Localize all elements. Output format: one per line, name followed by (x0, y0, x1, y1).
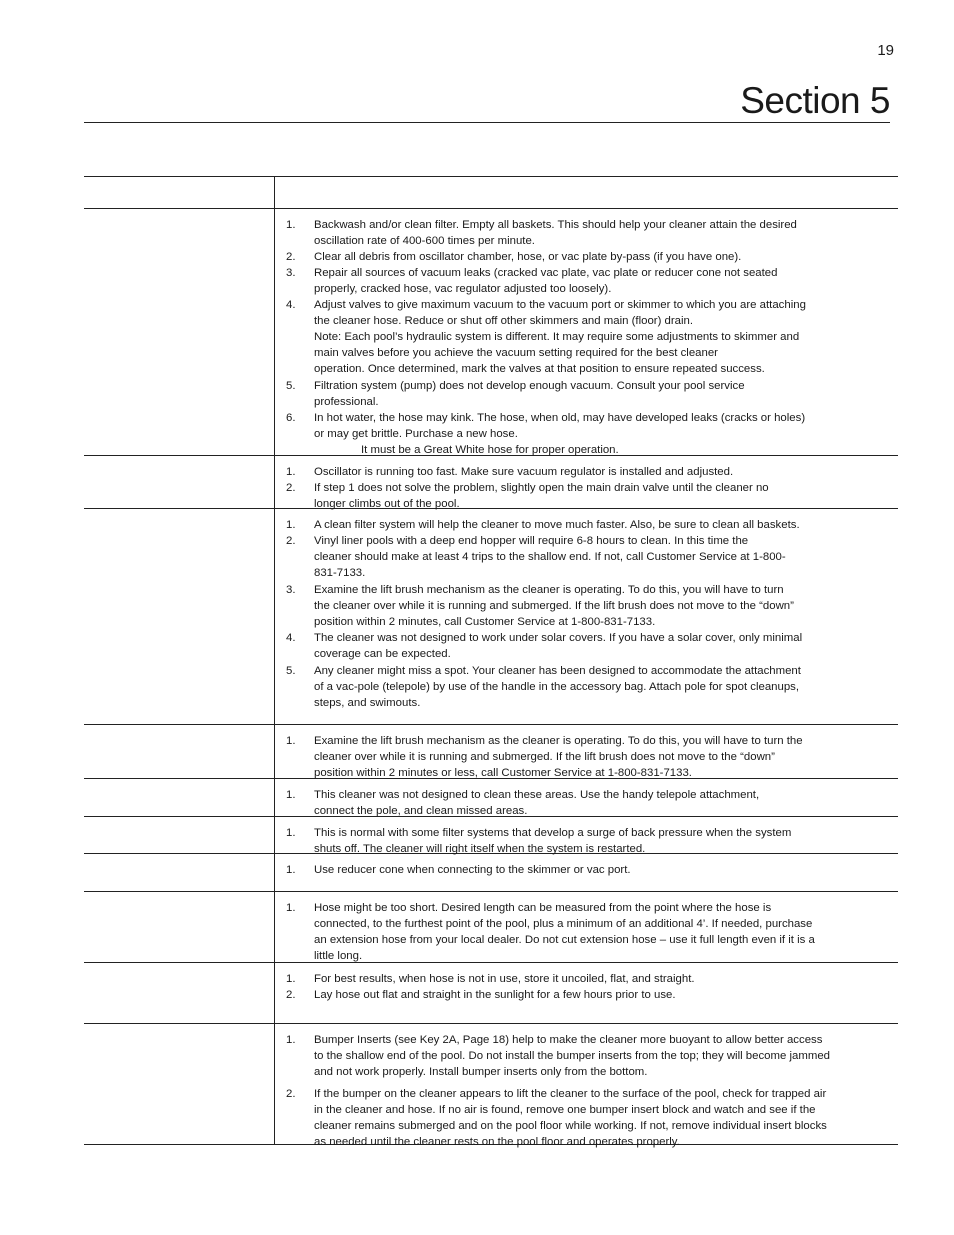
text-line: main valves before you achieve the vacuum setting required for the best cleaner (314, 347, 718, 360)
text-line: in the cleaner and hose. If no air is found, remove one bumper insert block and watch and see if the (314, 1104, 816, 1117)
text-line: Any cleaner might miss a spot. Your cleaner has been designed to accommodate the attachment (314, 665, 801, 677)
text-line: shuts off. The cleaner will right itself when the system is restarted. (314, 843, 646, 856)
text-line: If the bumper on the cleaner appears to lift the cleaner to the surface of the pool, check for trapped air (314, 1088, 827, 1100)
item-number: 1. (286, 735, 296, 747)
text-line: Note: Each pool’s hydraulic system is different. It may require some adjustments to skimmer and (314, 331, 800, 344)
item-number: 6. (286, 412, 296, 424)
text-line: cleaner over while it is running and submerged. If the lift brush does not move to the “down” (314, 751, 775, 764)
text-line: This is normal with some filter systems that develop a surge of back pressure when the system (314, 827, 792, 839)
text-line: Bumper Inserts (see Key 2A, Page 18) help to make the cleaner more buoyant to allow better access (314, 1034, 823, 1046)
item-text (314, 410, 912, 442)
column-divider (274, 963, 275, 1023)
text-line: This cleaner was not designed to clean these areas. Use the handy telepole attachment, (314, 789, 760, 801)
text-line: of a vac-pole (telepole) by use of the handle in the accessory bag. Attach pole for spot cleanups, (314, 681, 800, 694)
item-text (314, 249, 912, 265)
text-line: operation. Once determined, mark the valves at that position to ensure repeated success. (314, 363, 765, 376)
item-number: 5. (286, 380, 296, 392)
table-row (84, 209, 898, 456)
table-row (84, 963, 898, 1024)
text-line: 831-7133. (314, 567, 366, 580)
item-text (314, 971, 912, 987)
text-line: properly, cracked hose, vac regulator adjusted too loosely). (314, 283, 612, 296)
text-line: to the shallow end of the pool. Do not install the bumper inserts from the top; they will become jammed (314, 1050, 831, 1063)
text-line: longer climbs out of the pool. (314, 498, 460, 511)
table-row (84, 725, 898, 779)
text-line: steps, and swimouts. (314, 697, 421, 710)
text-line: Filtration system (pump) does not develop enough vacuum. Consult your pool service (314, 380, 745, 392)
item-number: 3. (286, 267, 296, 279)
text-line: an extension hose from your local dealer. Do not cut extension hose – use it full length even if it is a (314, 934, 815, 947)
item-number: 1. (286, 466, 296, 478)
item-text (314, 517, 912, 533)
item-number: 1. (286, 519, 296, 531)
table-row (84, 509, 898, 725)
item-text (314, 265, 912, 297)
item-number: 1. (286, 973, 296, 985)
text-line: position within 2 minutes or less, call Customer Service at 1-800-831-7133. (314, 767, 692, 780)
item-text (314, 582, 912, 630)
item-text (314, 862, 912, 878)
text-line: Vinyl liner pools with a deep end hopper will require 6-8 hours to clean. In this time the (314, 535, 749, 547)
item-number: 3. (286, 584, 296, 596)
item-number: 4. (286, 632, 296, 644)
text-line: The cleaner was not designed to work under solar covers. If you have a solar cover, only minimal (314, 632, 803, 644)
text-line: Hose might be too short. Desired length can be measured from the point where the hose is (314, 902, 772, 914)
table-row (84, 854, 898, 892)
text-line: Adjust valves to give maximum vacuum to the vacuum port or skimmer to which you are attaching (314, 299, 806, 311)
item-number: 2. (286, 1088, 296, 1100)
item-number: 2. (286, 989, 296, 1001)
text-line: connect the pole, and clean missed areas. (314, 805, 528, 818)
column-divider (274, 509, 275, 724)
text-line: Examine the lift brush mechanism as the cleaner is operating. To do this, you will have to turn (314, 584, 784, 596)
table-body (84, 209, 898, 1149)
item-text (314, 900, 912, 964)
table-header-row (84, 176, 898, 209)
item-text (314, 533, 912, 581)
item-text (314, 464, 912, 480)
item-number: 2. (286, 251, 296, 263)
item-text (314, 663, 912, 711)
text-line: the cleaner hose. Reduce or shut off other skimmers and main (floor) drain. (314, 315, 694, 328)
column-divider (274, 209, 275, 455)
table-row (84, 779, 898, 817)
column-divider (274, 725, 275, 778)
column-divider (274, 779, 275, 816)
text-line: or may get brittle. Purchase a new hose. (314, 428, 518, 441)
text-line: Use reducer cone when connecting to the skimmer or vac port. (314, 864, 631, 876)
text-line: as needed until the cleaner rests on the pool floor and operates properly. (314, 1136, 680, 1149)
item-text (314, 987, 912, 1003)
item-text (314, 825, 912, 857)
column-divider (274, 817, 275, 853)
column-divider (274, 1024, 275, 1144)
column-divider (274, 892, 275, 962)
text-line: little long. (314, 950, 363, 963)
text-line: For best results, when hose is not in use, store it uncoiled, flat, and straight. (314, 973, 695, 985)
text-line: professional. (314, 396, 379, 409)
table-row (84, 1024, 898, 1149)
item-number: 2. (286, 482, 296, 494)
item-text (314, 733, 912, 781)
text-line: Clear all debris from oscillator chamber, hose, or vac plate by-pass (if you have one). (314, 251, 742, 263)
text-line: and not work properly. Install bumper inserts only from the bottom. (314, 1066, 648, 1079)
text-line: the cleaner over while it is running and submerged. If the lift brush does not move to the “down” (314, 600, 794, 613)
column-divider (274, 456, 275, 508)
item-text (314, 378, 912, 410)
page-number: 19 (877, 42, 894, 59)
indented-note: It must be a Great White hose for proper operation. (361, 444, 619, 456)
section-title: Section 5 (740, 80, 890, 121)
troubleshooting-table (84, 176, 898, 1149)
item-number: 2. (286, 535, 296, 547)
table-row (84, 456, 898, 509)
item-text (314, 787, 912, 819)
text-line: Repair all sources of vacuum leaks (cracked vac plate, vac plate or reducer cone not seated (314, 267, 778, 279)
item-number: 1. (286, 789, 296, 801)
text-line: cleaner should make at least 4 trips to the shallow end. If not, call Customer Service at 1-800- (314, 551, 786, 564)
text-line: A clean filter system will help the cleaner to move much faster. Also, be sure to clean all baskets. (314, 519, 800, 531)
item-number: 1. (286, 827, 296, 839)
item-text (314, 1032, 912, 1080)
item-number: 5. (286, 665, 296, 677)
column-divider (274, 177, 275, 208)
item-number: 1. (286, 219, 296, 231)
text-line: If step 1 does not solve the problem, slightly open the main drain valve until the cleaner no (314, 482, 769, 494)
text-line: oscillation rate of 400-600 times per minute. (314, 235, 535, 248)
item-number: 1. (286, 1034, 296, 1046)
item-number: 1. (286, 902, 296, 914)
text-line: position within 2 minutes, call Customer Service at 1-800-831-7133. (314, 616, 656, 629)
text-line: In hot water, the hose may kink. The hose, when old, may have developed leaks (cracks or holes) (314, 412, 806, 424)
text-line: coverage can be expected. (314, 648, 451, 661)
title-rule (84, 122, 890, 123)
text-line: Backwash and/or clean filter. Empty all baskets. This should help your cleaner attain the desired (314, 219, 797, 231)
table-row (84, 817, 898, 854)
item-text (314, 217, 912, 249)
item-text (314, 480, 912, 512)
text-line: connected, to the furthest point of the pool, plus a minimum of an additional 4’. If needed, purchase (314, 918, 813, 931)
text-line: Lay hose out flat and straight in the sunlight for a few hours prior to use. (314, 989, 676, 1001)
item-number: 1. (286, 864, 296, 876)
table-row (84, 892, 898, 963)
item-text (314, 297, 912, 377)
text-line: Examine the lift brush mechanism as the cleaner is operating. To do this, you will have to turn the (314, 735, 803, 747)
text-line: Oscillator is running too fast. Make sure vacuum regulator is installed and adjusted. (314, 466, 734, 478)
item-text (314, 1086, 912, 1150)
text-line: cleaner remains submerged and on the pool floor while working. If not, remove individual insert blocks (314, 1120, 827, 1133)
column-divider (274, 854, 275, 891)
item-number: 4. (286, 299, 296, 311)
item-text (314, 630, 912, 662)
